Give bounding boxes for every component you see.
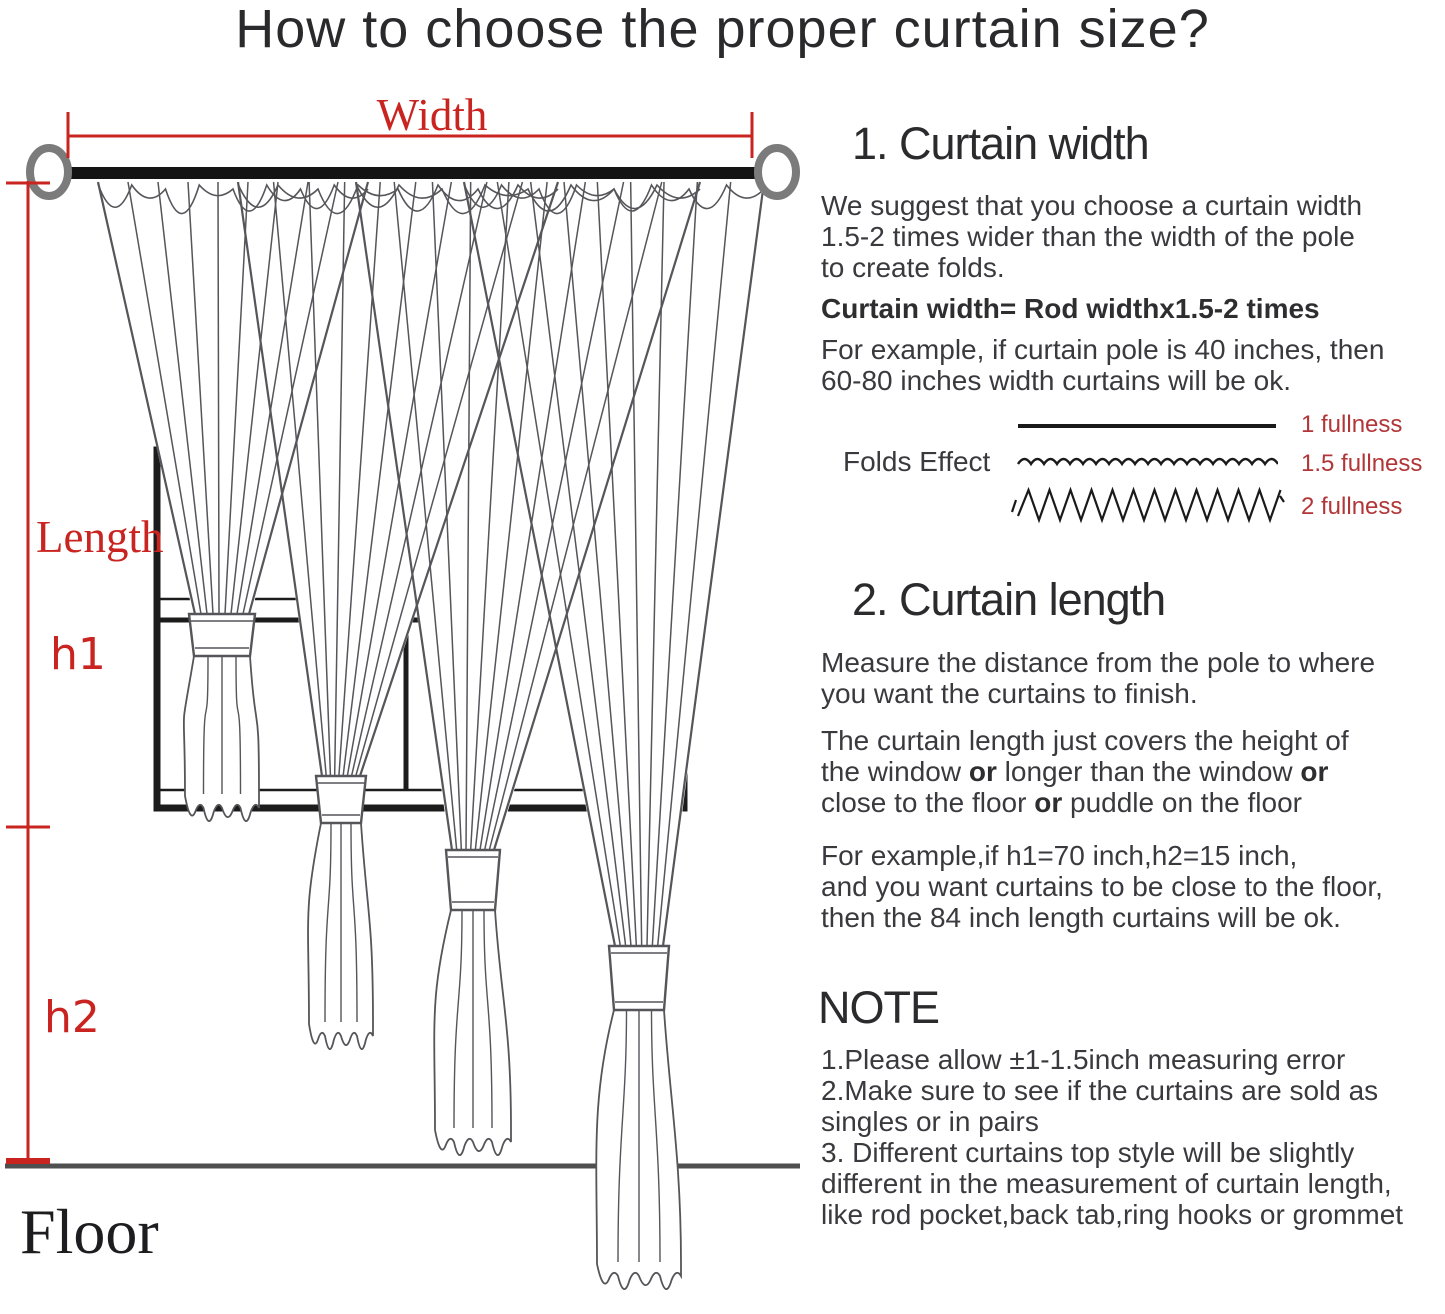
fullness-label-2: 1.5 fullness: [1301, 450, 1423, 477]
length-paragraph-1: Measure the distance from the pole to where you want the curtains to finish.: [821, 647, 1376, 709]
width-paragraph-2: For example, if curtain pole is 40 inches, then 60-80 inches width curtains will be ok.: [821, 334, 1385, 396]
folds-effect-label: Folds Effect: [843, 446, 991, 477]
note-list: 1.Please allow ±1-1.5inch measuring error 2.Make sure to see if the curtains are sold as singles or in pairs 3. Different curtains top style will be slightly different in the measurement of curtain length, like rod pocket,back tab,ring hooks or grommet: [821, 1044, 1404, 1230]
page-title: How to choose the proper curtain size?: [235, 0, 1210, 59]
section-length-heading: 2. Curtain length: [852, 574, 1166, 625]
fullness-label-1: 1 fullness: [1301, 411, 1403, 438]
fullness-label-3: 2 fullness: [1301, 493, 1403, 520]
section-width-heading: 1. Curtain width: [852, 118, 1149, 169]
width-paragraph-1: We suggest that you choose a curtain width 1.5-2 times wider than the width of the pole to create folds.: [821, 190, 1363, 283]
note-heading: NOTE: [818, 982, 940, 1033]
h1-label: h1: [50, 629, 106, 680]
fullness-wavy-line: [1016, 450, 1278, 478]
floor-label: Floor: [20, 1196, 159, 1267]
fullness-straight-line: [1016, 415, 1278, 437]
length-paragraph-2: The curtain length just covers the height of the window or longer than the window or close to the floor or puddle on the floor: [821, 725, 1349, 818]
width-formula: Curtain width= Rod widthx1.5-2 times: [821, 293, 1320, 324]
curtain-illustration: [5, 148, 800, 1289]
length-label: Length: [36, 512, 164, 562]
h2-label: h2: [44, 992, 100, 1043]
width-label: Width: [376, 90, 488, 140]
fullness-zigzag-line: [1008, 486, 1288, 526]
length-paragraph-3: For example,if h1=70 inch,h2=15 inch, and you want curtains to be close to the floor, then the 84 inch length curtains will be ok.: [821, 840, 1383, 933]
